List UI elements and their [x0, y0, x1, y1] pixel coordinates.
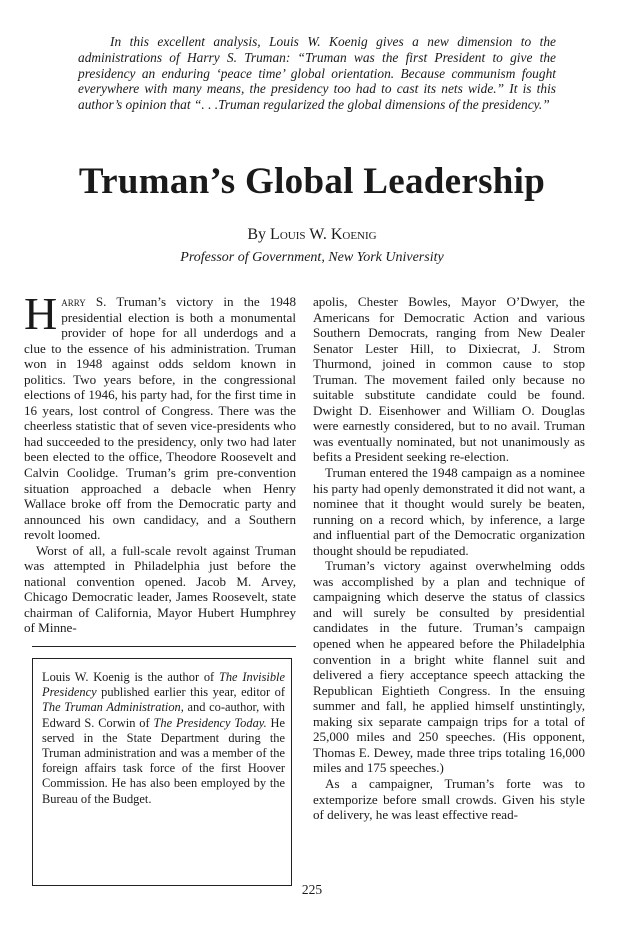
- page-number: 225: [301, 882, 323, 897]
- byline-by: By: [247, 226, 267, 243]
- bio-divider: [32, 646, 296, 647]
- drop-cap: H: [24, 288, 58, 339]
- bio-text-4: He served in the State Department during the Truman administration and was a member of the foreign affairs task force of the first Hoover Commission. He has also been employed by the Bureau of the Budget.: [42, 715, 286, 806]
- author-name: Louis W. Koenig: [270, 226, 377, 243]
- left-para-2: Worst of all, a full-scale revolt against Truman was attempted in Philadelphia just before the national convention opened. Jacob M. Arvey, Chicago Democratic leader, James Roosevelt, state chairman of California, Mayor Hubert Humphrey of Minne-: [24, 542, 296, 636]
- author-bio: [42, 670, 285, 807]
- right-column: [313, 294, 585, 823]
- right-para-3: Truman’s victory against overwhelming odds was accomplished by a plan and technique of campaigning which deserve the status of classics and will surely be consulted by presidential candidates in the future. Truman’s campaign opened when he appeared before the Philadelphia convention in a bright white flannel suit and delivered a fiery acceptance speech attacking the Republican Eightieth Congress. In the ensuing summer and fall, he applied himself unstintingly, making six separate campaign trips for a total of 25,000 miles and 250 speeches. (His opponent, Thomas E. Dewey, made three trips totaling 16,000 miles and 175 speeches.): [313, 558, 585, 776]
- right-para-1: apolis, Chester Bowles, Mayor O’Dwyer, the Americans for Democratic Action and various Southern Democrats, ranging from New Dealer Senator Lester Hill, to Dixiecrat, J. Strom Thurmond, joined in common cause to stop Truman. The movement failed only because no suitable substitute candidate could be found. Dwight D. Eisenhower and William O. Douglas were earnestly considered, but to no avail. Truman was eventually nominated, but not unanimously as befits a President seeking re-election.: [313, 294, 585, 465]
- bio-book-2: The Truman Administration,: [42, 700, 184, 715]
- lead-small-caps: arry: [61, 294, 86, 309]
- right-para-4: As a campaigner, Truman’s forte was to extemporize before small crowds. Given his style of delivery, he was least effective read-: [313, 775, 585, 823]
- right-para-2: Truman entered the 1948 campaign as a nominee his party had openly demonstrated it did not want, a nominee that it thought would surely be beaten, running on a record which, by inference, a large and influential part of the Democratic organization thought should be repudiated.: [313, 465, 586, 558]
- bio-book-3: The Presidency Today.: [153, 715, 267, 730]
- byline: [0, 226, 624, 244]
- bio-text-3: and co-author, with Edward S. Corwin of: [42, 700, 285, 730]
- left-para-1: [24, 288, 296, 543]
- article-title: Truman’s Global Leadership: [78, 161, 546, 202]
- left-para-1-text: S. Truman’s victory in the 1948 presidential election is both a monumental provider of hope for all underdogs and a clue to the essence of his administration. Truman won in 1948 against odds seldom known in politics. Two years before, in the congressional elections of 1946, his party had, for the first time in 16 years, lost control of Congress. There was the cheerless statistic that of seven vice-presidents who had succeeded to the presidency, only two had later been elected to the office, Theodore Roosevelt and Calvin Coolidge. Truman’s grim pre-convention situation approached a debacle when Henry Wallace broke off from the Democratic party and announced his own candidacy, and a Southern revolt loomed.: [24, 294, 296, 543]
- bio-book-1: The Invisible Presidency: [42, 670, 285, 700]
- intro-text: In this excellent analysis, Louis W. Koenig gives a new dimension to the administrations of Harry S. Truman: “Truman was the first President to give the presidency an enduring ‘peace time’ global orientation. Because communism fought everywhere with many means, the presidency too had to cast its nets wide.” It is this author’s opinion that “. . .Truman regularized the global dimensions of the presidency.”: [78, 34, 556, 113]
- author-affiliation: Professor of Government, New York University: [180, 250, 444, 265]
- bio-text-1: Louis W. Koenig is the author of: [42, 670, 219, 684]
- bio-text-2: published earlier this year, editor of: [96, 685, 285, 700]
- intro-note: [78, 34, 556, 113]
- left-column: [24, 288, 296, 636]
